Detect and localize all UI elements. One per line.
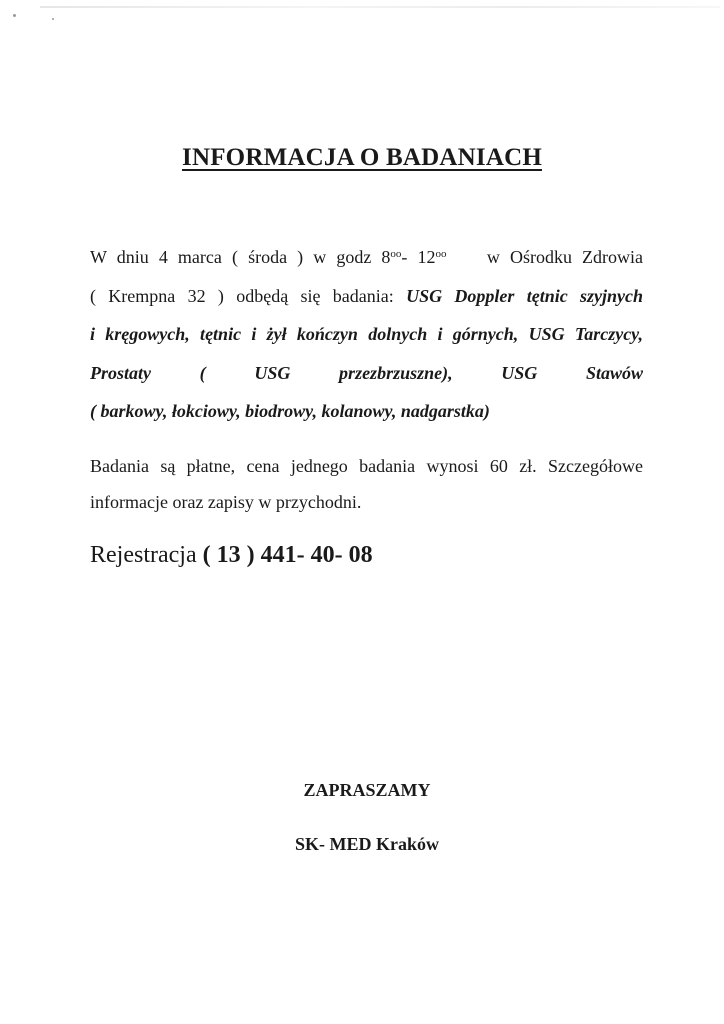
time-superscript: oo: [435, 248, 447, 260]
registration-label: Rejestracja: [90, 542, 203, 568]
paragraph-line: [90, 238, 643, 277]
time-superscript: oo: [390, 248, 402, 260]
exam-list-text: USG Doppler tętnic szyjnych: [406, 285, 644, 306]
date-time-text: W dniu 4 marca ( środa ) w godz 8: [90, 247, 391, 267]
paragraph-line: ( barkowy, łokciowy, biodrowy, kolanowy, nadgarstka): [90, 401, 490, 421]
invitation-text: ZAPRASZAMY: [303, 780, 431, 800]
paragraph-line: informacje oraz zapisy w przychodni.: [90, 492, 362, 512]
scan-speck: [13, 14, 16, 17]
paragraph-line: i kręgowych, tętnic i żył kończyn dolnych i górnych, USG Tarczycy,: [90, 324, 643, 344]
signature-text: SK- MED Kraków: [295, 834, 439, 854]
location-text: w Ośrodku Zdrowia: [486, 247, 644, 267]
paragraph-line: Badania są płatne, cena jednego badania wynosi 60 zł. Szczegółowe: [90, 456, 643, 476]
registration-line: [90, 542, 373, 569]
document-title: [0, 144, 724, 172]
address-text: ( Krempna 32 ) odbędą się badania:: [90, 285, 407, 306]
scan-edge: [40, 6, 720, 8]
paragraph-line: Prostaty ( USG przezbrzuszne), USG Stawów: [90, 362, 643, 383]
time-range-text: - 12: [401, 247, 436, 267]
payment-paragraph: [90, 448, 643, 520]
scan-speck: [52, 18, 54, 20]
examination-paragraph: [90, 238, 643, 431]
registration-phone: ( 13 ) 441- 40- 08: [202, 542, 373, 568]
paragraph-line: [90, 277, 643, 316]
document-title-text: INFORMACJA O BADANIACH: [182, 144, 542, 171]
